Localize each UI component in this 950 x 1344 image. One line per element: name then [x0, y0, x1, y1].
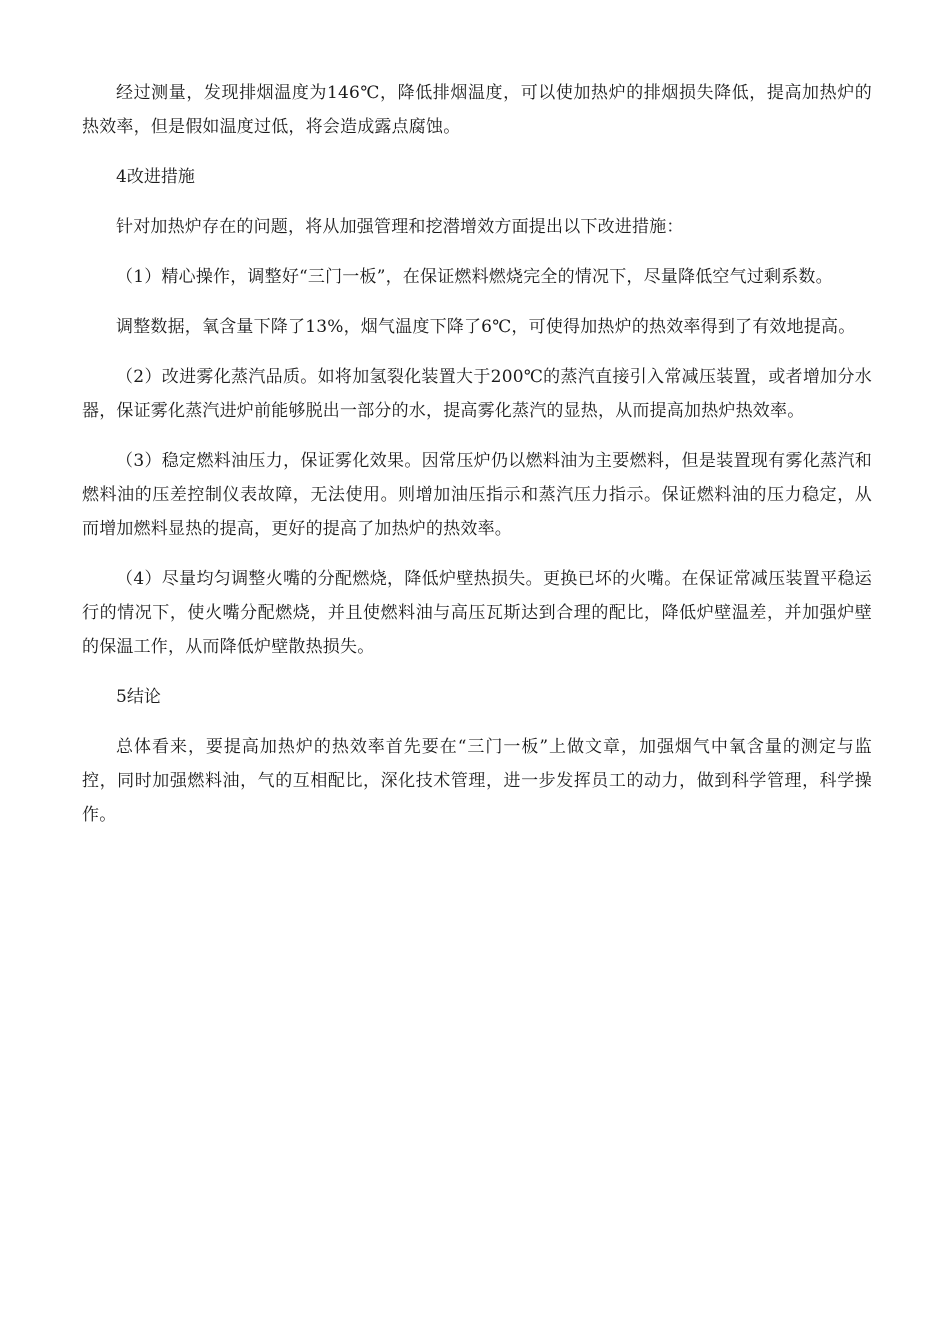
section-heading-conclusion: 5结论 — [116, 687, 161, 707]
paragraph-adjustment-data: 调整数据，氧含量下降了13%，烟气温度下降了6℃，可使得加热炉的热效率得到了有效地提高。 — [116, 317, 856, 337]
list-item-measure-4: （4）尽量均匀调整火嘴的分配燃烧，降低炉壁热损失。更换已坏的火嘴。在保证常减压装置平稳运行的情况下，使火嘴分配燃烧，并且使燃料油与高压瓦斯达到合理的配比，降低炉壁温差，并加强炉壁的保温工作，从而降低炉壁散热损失。 — [82, 569, 872, 657]
list-item-measure-1: （1）精心操作，调整好“三门一板”，在保证燃料燃烧完全的情况下，尽量降低空气过剩系数。 — [116, 267, 833, 287]
list-item-measure-3: （3）稳定燃料油压力，保证雾化效果。因常压炉仍以燃料油为主要燃料，但是装置现有雾化蒸汽和燃料油的压差控制仪表故障，无法使用。则增加油压指示和蒸汽压力指示。保证燃料油的压力稳定，从而增加燃料显热的提高，更好的提高了加热炉的热效率。 — [82, 451, 872, 539]
document-body — [82, 76, 872, 848]
paragraph-conclusion: 总体看来，要提高加热炉的热效率首先要在“三门一板”上做文章，加强烟气中氧含量的测定与监控，同时加强燃料油，气的互相配比，深化技术管理，进一步发挥员工的动力，做到科学管理，科学操作。 — [82, 737, 872, 825]
paragraph-improvement-intro: 针对加热炉存在的问题，将从加强管理和挖潜增效方面提出以下改进措施： — [116, 217, 684, 237]
paragraph-exhaust-temperature: 经过测量，发现排烟温度为146℃，降低排烟温度，可以使加热炉的排烟损失降低，提高加热炉的热效率，但是假如温度过低，将会造成露点腐蚀。 — [82, 83, 872, 137]
section-heading-improvements: 4改进措施 — [116, 167, 195, 187]
list-item-measure-2: （2）改进雾化蒸汽品质。如将加氢裂化装置大于200℃的蒸汽直接引入常减压装置，或者增加分水器，保证雾化蒸汽进炉前能够脱出一部分的水，提高雾化蒸汽的显热，从而提高加热炉热效率。 — [82, 367, 872, 421]
